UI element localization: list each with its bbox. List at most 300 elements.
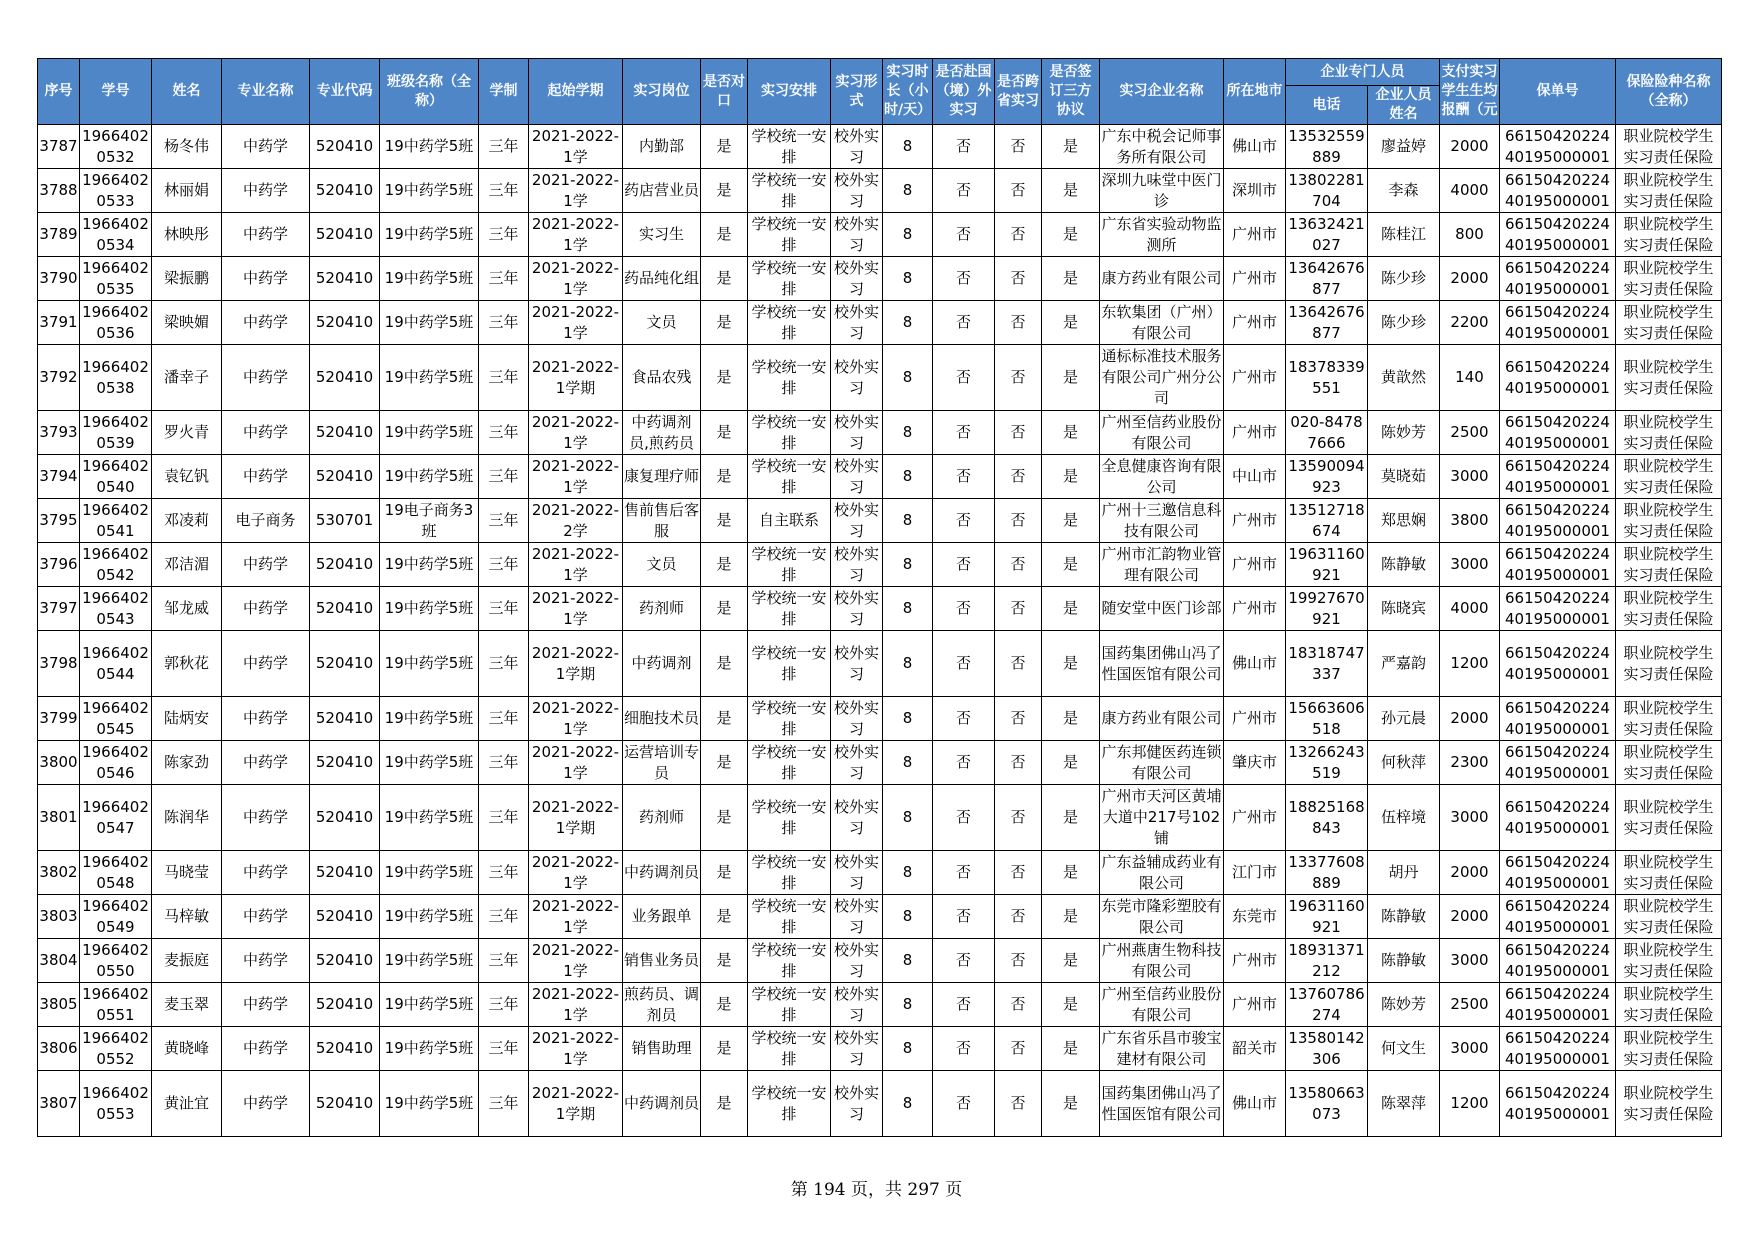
table-row bbox=[38, 455, 1722, 499]
col-header-company: 实习企业名称 bbox=[1100, 59, 1224, 125]
cell-arrangement: 学校统一安排 bbox=[748, 587, 831, 631]
cell-arrangement: 自主联系 bbox=[748, 499, 831, 543]
cell-abroad: 否 bbox=[933, 741, 995, 785]
cell-matched: 是 bbox=[701, 851, 748, 895]
cell-student-id: 19664020544 bbox=[80, 631, 152, 697]
cell-duration: 三年 bbox=[479, 895, 529, 939]
cell-matched: 是 bbox=[701, 169, 748, 213]
cell-form: 校外实习 bbox=[831, 1027, 883, 1071]
cell-city: 广州市 bbox=[1224, 983, 1286, 1027]
table-row bbox=[38, 741, 1722, 785]
col-header-abroad: 是否赴国（境）外实习 bbox=[933, 59, 995, 125]
cell-name: 邹龙威 bbox=[152, 587, 222, 631]
cell-contact-name: 陈晓宾 bbox=[1368, 587, 1440, 631]
cell-insurance: 职业院校学生实习责任保险 bbox=[1616, 455, 1722, 499]
cell-city: 广州市 bbox=[1224, 499, 1286, 543]
cell-major-code: 520410 bbox=[310, 411, 380, 455]
cell-city: 广州市 bbox=[1224, 301, 1286, 345]
cell-city: 佛山市 bbox=[1224, 631, 1286, 697]
col-header-hours: 实习时长（小时/天） bbox=[883, 59, 933, 125]
cell-arrangement: 学校统一安排 bbox=[748, 301, 831, 345]
cell-insurance: 职业院校学生实习责任保险 bbox=[1616, 939, 1722, 983]
table-row bbox=[38, 851, 1722, 895]
cell-pay: 140 bbox=[1440, 345, 1500, 411]
cell-pay: 2000 bbox=[1440, 697, 1500, 741]
table-row bbox=[38, 983, 1722, 1027]
cell-form: 校外实习 bbox=[831, 697, 883, 741]
cell-student-id: 19664020542 bbox=[80, 543, 152, 587]
cell-policy-no: 6615042022440195000001 bbox=[1500, 455, 1616, 499]
cell-phone: 18931371212 bbox=[1286, 939, 1368, 983]
col-header-arrangement: 实习安排 bbox=[748, 59, 831, 125]
cell-position: 中药调剂员 bbox=[623, 1071, 701, 1137]
cell-duration: 三年 bbox=[479, 1027, 529, 1071]
cell-class-name: 19中药学5班 bbox=[380, 895, 479, 939]
col-header-start-term: 起始学期 bbox=[529, 59, 623, 125]
cell-seq: 3788 bbox=[38, 169, 80, 213]
col-header-major-code: 专业代码 bbox=[310, 59, 380, 125]
cell-name: 袁钇钒 bbox=[152, 455, 222, 499]
cell-abroad: 否 bbox=[933, 1071, 995, 1137]
cell-form: 校外实习 bbox=[831, 939, 883, 983]
cell-hours: 8 bbox=[883, 499, 933, 543]
cell-phone: 13642676877 bbox=[1286, 257, 1368, 301]
cell-position: 中药调剂 bbox=[623, 631, 701, 697]
cell-cross-province: 否 bbox=[995, 213, 1042, 257]
cell-name: 黄晓峰 bbox=[152, 1027, 222, 1071]
cell-pay: 4000 bbox=[1440, 169, 1500, 213]
cell-start-term: 2021-2022-1学期 bbox=[529, 631, 623, 697]
cell-student-id: 19664020534 bbox=[80, 213, 152, 257]
col-header-duration: 学制 bbox=[479, 59, 529, 125]
cell-contact-name: 黄歆然 bbox=[1368, 345, 1440, 411]
cell-name: 郭秋花 bbox=[152, 631, 222, 697]
cell-company: 广州市天河区黄埔大道中217号102铺 bbox=[1100, 785, 1224, 851]
cell-arrangement: 学校统一安排 bbox=[748, 631, 831, 697]
cell-form: 校外实习 bbox=[831, 257, 883, 301]
cell-matched: 是 bbox=[701, 125, 748, 169]
cell-form: 校外实习 bbox=[831, 455, 883, 499]
cell-hours: 8 bbox=[883, 741, 933, 785]
cell-major-code: 520410 bbox=[310, 543, 380, 587]
cell-cross-province: 否 bbox=[995, 411, 1042, 455]
col-header-insurance: 保险险种名称（全称） bbox=[1616, 59, 1722, 125]
cell-agreement: 是 bbox=[1042, 1071, 1100, 1137]
cell-name: 梁振鹏 bbox=[152, 257, 222, 301]
cell-seq: 3795 bbox=[38, 499, 80, 543]
cell-phone: 13802281704 bbox=[1286, 169, 1368, 213]
cell-contact-name: 李森 bbox=[1368, 169, 1440, 213]
cell-agreement: 是 bbox=[1042, 1027, 1100, 1071]
cell-hours: 8 bbox=[883, 345, 933, 411]
cell-insurance: 职业院校学生实习责任保险 bbox=[1616, 169, 1722, 213]
cell-contact-name: 郑思娴 bbox=[1368, 499, 1440, 543]
cell-pay: 2000 bbox=[1440, 125, 1500, 169]
cell-hours: 8 bbox=[883, 411, 933, 455]
cell-pay: 2000 bbox=[1440, 257, 1500, 301]
cell-contact-name: 何文生 bbox=[1368, 1027, 1440, 1071]
col-header-class-name: 班级名称（全称） bbox=[380, 59, 479, 125]
col-header-phone: 电话 bbox=[1286, 86, 1368, 125]
cell-major: 中药学 bbox=[222, 301, 310, 345]
cell-position: 文员 bbox=[623, 543, 701, 587]
cell-pay: 2000 bbox=[1440, 895, 1500, 939]
cell-abroad: 否 bbox=[933, 631, 995, 697]
cell-phone: 19927670921 bbox=[1286, 587, 1368, 631]
cell-duration: 三年 bbox=[479, 345, 529, 411]
cell-policy-no: 6615042022440195000001 bbox=[1500, 983, 1616, 1027]
table-row bbox=[38, 697, 1722, 741]
cell-matched: 是 bbox=[701, 895, 748, 939]
cell-pay: 1200 bbox=[1440, 1071, 1500, 1137]
cell-policy-no: 6615042022440195000001 bbox=[1500, 169, 1616, 213]
cell-company: 广州市汇韵物业管理有限公司 bbox=[1100, 543, 1224, 587]
cell-policy-no: 6615042022440195000001 bbox=[1500, 213, 1616, 257]
cell-company: 随安堂中医门诊部 bbox=[1100, 587, 1224, 631]
cell-major: 中药学 bbox=[222, 257, 310, 301]
cell-student-id: 19664020535 bbox=[80, 257, 152, 301]
cell-position: 药店营业员 bbox=[623, 169, 701, 213]
cell-matched: 是 bbox=[701, 785, 748, 851]
cell-start-term: 2021-2022-1学 bbox=[529, 169, 623, 213]
cell-start-term: 2021-2022-1学期 bbox=[529, 1071, 623, 1137]
cell-arrangement: 学校统一安排 bbox=[748, 1071, 831, 1137]
cell-pay: 2300 bbox=[1440, 741, 1500, 785]
cell-student-id: 19664020541 bbox=[80, 499, 152, 543]
cell-seq: 3794 bbox=[38, 455, 80, 499]
cell-name: 麦玉翠 bbox=[152, 983, 222, 1027]
table-row bbox=[38, 631, 1722, 697]
cell-abroad: 否 bbox=[933, 257, 995, 301]
cell-city: 广州市 bbox=[1224, 257, 1286, 301]
cell-hours: 8 bbox=[883, 895, 933, 939]
cell-city: 韶关市 bbox=[1224, 1027, 1286, 1071]
cell-insurance: 职业院校学生实习责任保险 bbox=[1616, 851, 1722, 895]
cell-insurance: 职业院校学生实习责任保险 bbox=[1616, 499, 1722, 543]
cell-start-term: 2021-2022-1学 bbox=[529, 697, 623, 741]
cell-agreement: 是 bbox=[1042, 587, 1100, 631]
cell-major: 电子商务 bbox=[222, 499, 310, 543]
cell-seq: 3792 bbox=[38, 345, 80, 411]
cell-student-id: 19664020543 bbox=[80, 587, 152, 631]
cell-position: 内勤部 bbox=[623, 125, 701, 169]
cell-matched: 是 bbox=[701, 587, 748, 631]
cell-form: 校外实习 bbox=[831, 411, 883, 455]
cell-start-term: 2021-2022-1学 bbox=[529, 1027, 623, 1071]
cell-duration: 三年 bbox=[479, 697, 529, 741]
cell-abroad: 否 bbox=[933, 345, 995, 411]
cell-major: 中药学 bbox=[222, 587, 310, 631]
cell-hours: 8 bbox=[883, 455, 933, 499]
cell-major-code: 520410 bbox=[310, 741, 380, 785]
cell-cross-province: 否 bbox=[995, 455, 1042, 499]
cell-city: 广州市 bbox=[1224, 785, 1286, 851]
cell-abroad: 否 bbox=[933, 301, 995, 345]
cell-agreement: 是 bbox=[1042, 785, 1100, 851]
cell-position: 运营培训专员 bbox=[623, 741, 701, 785]
cell-class-name: 19中药学5班 bbox=[380, 411, 479, 455]
cell-abroad: 否 bbox=[933, 169, 995, 213]
cell-policy-no: 6615042022440195000001 bbox=[1500, 587, 1616, 631]
cell-major-code: 520410 bbox=[310, 631, 380, 697]
cell-contact-name: 陈桂江 bbox=[1368, 213, 1440, 257]
cell-major: 中药学 bbox=[222, 169, 310, 213]
cell-contact-name: 陈静敏 bbox=[1368, 939, 1440, 983]
cell-phone: 18378339551 bbox=[1286, 345, 1368, 411]
cell-duration: 三年 bbox=[479, 169, 529, 213]
cell-pay: 4000 bbox=[1440, 587, 1500, 631]
cell-insurance: 职业院校学生实习责任保险 bbox=[1616, 1071, 1722, 1137]
col-header-name: 姓名 bbox=[152, 59, 222, 125]
cell-city: 广州市 bbox=[1224, 697, 1286, 741]
table-row bbox=[38, 543, 1722, 587]
cell-class-name: 19中药学5班 bbox=[380, 257, 479, 301]
cell-position: 中药调剂员 bbox=[623, 851, 701, 895]
cell-company: 全息健康咨询有限公司 bbox=[1100, 455, 1224, 499]
cell-major-code: 520410 bbox=[310, 169, 380, 213]
cell-duration: 三年 bbox=[479, 631, 529, 697]
cell-abroad: 否 bbox=[933, 125, 995, 169]
cell-form: 校外实习 bbox=[831, 543, 883, 587]
cell-company: 通标标准技术服务有限公司广州分公司 bbox=[1100, 345, 1224, 411]
cell-city: 佛山市 bbox=[1224, 125, 1286, 169]
cell-policy-no: 6615042022440195000001 bbox=[1500, 411, 1616, 455]
table-row bbox=[38, 301, 1722, 345]
table-row bbox=[38, 345, 1722, 411]
cell-seq: 3806 bbox=[38, 1027, 80, 1071]
cell-form: 校外实习 bbox=[831, 125, 883, 169]
cell-hours: 8 bbox=[883, 631, 933, 697]
cell-matched: 是 bbox=[701, 1071, 748, 1137]
cell-insurance: 职业院校学生实习责任保险 bbox=[1616, 631, 1722, 697]
cell-abroad: 否 bbox=[933, 851, 995, 895]
cell-duration: 三年 bbox=[479, 741, 529, 785]
cell-insurance: 职业院校学生实习责任保险 bbox=[1616, 213, 1722, 257]
cell-pay: 800 bbox=[1440, 213, 1500, 257]
cell-policy-no: 6615042022440195000001 bbox=[1500, 125, 1616, 169]
cell-agreement: 是 bbox=[1042, 125, 1100, 169]
cell-matched: 是 bbox=[701, 345, 748, 411]
cell-hours: 8 bbox=[883, 213, 933, 257]
cell-start-term: 2021-2022-1学 bbox=[529, 741, 623, 785]
cell-name: 杨冬伟 bbox=[152, 125, 222, 169]
cell-major-code: 520410 bbox=[310, 345, 380, 411]
cell-insurance: 职业院校学生实习责任保险 bbox=[1616, 411, 1722, 455]
cell-contact-name: 陈静敏 bbox=[1368, 543, 1440, 587]
cell-class-name: 19中药学5班 bbox=[380, 345, 479, 411]
cell-agreement: 是 bbox=[1042, 257, 1100, 301]
cell-major-code: 520410 bbox=[310, 1071, 380, 1137]
cell-student-id: 19664020539 bbox=[80, 411, 152, 455]
cell-seq: 3804 bbox=[38, 939, 80, 983]
cell-form: 校外实习 bbox=[831, 169, 883, 213]
cell-arrangement: 学校统一安排 bbox=[748, 785, 831, 851]
cell-cross-province: 否 bbox=[995, 587, 1042, 631]
cell-abroad: 否 bbox=[933, 213, 995, 257]
cell-class-name: 19中药学5班 bbox=[380, 1071, 479, 1137]
cell-agreement: 是 bbox=[1042, 543, 1100, 587]
col-header-pay: 支付实习学生生均报酬（元 bbox=[1440, 59, 1500, 125]
cell-start-term: 2021-2022-1学 bbox=[529, 301, 623, 345]
cell-seq: 3797 bbox=[38, 587, 80, 631]
cell-cross-province: 否 bbox=[995, 895, 1042, 939]
cell-city: 广州市 bbox=[1224, 345, 1286, 411]
cell-abroad: 否 bbox=[933, 895, 995, 939]
cell-agreement: 是 bbox=[1042, 939, 1100, 983]
cell-hours: 8 bbox=[883, 1027, 933, 1071]
cell-policy-no: 6615042022440195000001 bbox=[1500, 345, 1616, 411]
cell-major: 中药学 bbox=[222, 741, 310, 785]
cell-name: 黄沚宜 bbox=[152, 1071, 222, 1137]
table-row bbox=[38, 895, 1722, 939]
cell-position: 销售助理 bbox=[623, 1027, 701, 1071]
cell-company: 东软集团（广州）有限公司 bbox=[1100, 301, 1224, 345]
cell-cross-province: 否 bbox=[995, 697, 1042, 741]
cell-matched: 是 bbox=[701, 411, 748, 455]
cell-start-term: 2021-2022-1学 bbox=[529, 257, 623, 301]
cell-position: 业务跟单 bbox=[623, 895, 701, 939]
col-header-city: 所在地市 bbox=[1224, 59, 1286, 125]
cell-major: 中药学 bbox=[222, 411, 310, 455]
cell-duration: 三年 bbox=[479, 499, 529, 543]
cell-matched: 是 bbox=[701, 257, 748, 301]
cell-abroad: 否 bbox=[933, 785, 995, 851]
cell-student-id: 19664020532 bbox=[80, 125, 152, 169]
cell-form: 校外实习 bbox=[831, 983, 883, 1027]
cell-seq: 3789 bbox=[38, 213, 80, 257]
cell-position: 文员 bbox=[623, 301, 701, 345]
cell-cross-province: 否 bbox=[995, 499, 1042, 543]
cell-major-code: 520410 bbox=[310, 455, 380, 499]
cell-arrangement: 学校统一安排 bbox=[748, 543, 831, 587]
cell-cross-province: 否 bbox=[995, 741, 1042, 785]
cell-pay: 1200 bbox=[1440, 631, 1500, 697]
cell-hours: 8 bbox=[883, 125, 933, 169]
cell-duration: 三年 bbox=[479, 213, 529, 257]
col-header-contact-group: 企业专门人员 bbox=[1286, 59, 1440, 86]
cell-cross-province: 否 bbox=[995, 851, 1042, 895]
cell-company: 康方药业有限公司 bbox=[1100, 697, 1224, 741]
cell-policy-no: 6615042022440195000001 bbox=[1500, 1027, 1616, 1071]
cell-major: 中药学 bbox=[222, 345, 310, 411]
cell-pay: 3000 bbox=[1440, 939, 1500, 983]
cell-form: 校外实习 bbox=[831, 587, 883, 631]
cell-agreement: 是 bbox=[1042, 411, 1100, 455]
cell-insurance: 职业院校学生实习责任保险 bbox=[1616, 895, 1722, 939]
cell-policy-no: 6615042022440195000001 bbox=[1500, 851, 1616, 895]
cell-class-name: 19中药学5班 bbox=[380, 455, 479, 499]
cell-duration: 三年 bbox=[479, 301, 529, 345]
cell-student-id: 19664020540 bbox=[80, 455, 152, 499]
cell-contact-name: 胡丹 bbox=[1368, 851, 1440, 895]
cell-city: 深圳市 bbox=[1224, 169, 1286, 213]
cell-position: 康复理疗师 bbox=[623, 455, 701, 499]
cell-student-id: 19664020552 bbox=[80, 1027, 152, 1071]
cell-major-code: 520410 bbox=[310, 939, 380, 983]
cell-seq: 3803 bbox=[38, 895, 80, 939]
cell-phone: 13590094923 bbox=[1286, 455, 1368, 499]
cell-pay: 3000 bbox=[1440, 785, 1500, 851]
cell-contact-name: 陈翠萍 bbox=[1368, 1071, 1440, 1137]
internship-table bbox=[37, 58, 1722, 1137]
cell-major: 中药学 bbox=[222, 697, 310, 741]
cell-class-name: 19中药学5班 bbox=[380, 939, 479, 983]
cell-policy-no: 6615042022440195000001 bbox=[1500, 1071, 1616, 1137]
cell-major-code: 520410 bbox=[310, 587, 380, 631]
cell-form: 校外实习 bbox=[831, 741, 883, 785]
col-header-form: 实习形式 bbox=[831, 59, 883, 125]
cell-major-code: 530701 bbox=[310, 499, 380, 543]
cell-duration: 三年 bbox=[479, 939, 529, 983]
cell-student-id: 19664020533 bbox=[80, 169, 152, 213]
cell-agreement: 是 bbox=[1042, 455, 1100, 499]
table-row bbox=[38, 411, 1722, 455]
cell-major-code: 520410 bbox=[310, 785, 380, 851]
cell-student-id: 19664020538 bbox=[80, 345, 152, 411]
cell-phone: 18825168843 bbox=[1286, 785, 1368, 851]
cell-class-name: 19中药学5班 bbox=[380, 851, 479, 895]
cell-student-id: 19664020546 bbox=[80, 741, 152, 785]
cell-insurance: 职业院校学生实习责任保险 bbox=[1616, 983, 1722, 1027]
cell-hours: 8 bbox=[883, 169, 933, 213]
cell-city: 广州市 bbox=[1224, 543, 1286, 587]
cell-abroad: 否 bbox=[933, 499, 995, 543]
cell-seq: 3791 bbox=[38, 301, 80, 345]
cell-phone: 13532559889 bbox=[1286, 125, 1368, 169]
cell-name: 陆炳安 bbox=[152, 697, 222, 741]
cell-policy-no: 6615042022440195000001 bbox=[1500, 697, 1616, 741]
cell-class-name: 19中药学5班 bbox=[380, 587, 479, 631]
cell-major: 中药学 bbox=[222, 125, 310, 169]
cell-company: 广州至信药业股份有限公司 bbox=[1100, 411, 1224, 455]
cell-major: 中药学 bbox=[222, 983, 310, 1027]
cell-arrangement: 学校统一安排 bbox=[748, 411, 831, 455]
cell-policy-no: 6615042022440195000001 bbox=[1500, 543, 1616, 587]
cell-student-id: 19664020550 bbox=[80, 939, 152, 983]
cell-duration: 三年 bbox=[479, 785, 529, 851]
cell-company: 广州至信药业股份有限公司 bbox=[1100, 983, 1224, 1027]
page-number: 第 194 页，共 297 页 bbox=[790, 1180, 963, 1200]
cell-insurance: 职业院校学生实习责任保险 bbox=[1616, 301, 1722, 345]
cell-start-term: 2021-2022-1学 bbox=[529, 213, 623, 257]
cell-phone: 15663606518 bbox=[1286, 697, 1368, 741]
cell-cross-province: 否 bbox=[995, 785, 1042, 851]
cell-arrangement: 学校统一安排 bbox=[748, 851, 831, 895]
cell-name: 梁映媚 bbox=[152, 301, 222, 345]
cell-contact-name: 陈静敏 bbox=[1368, 895, 1440, 939]
cell-student-id: 19664020551 bbox=[80, 983, 152, 1027]
cell-position: 食品农残 bbox=[623, 345, 701, 411]
cell-name: 邓凌莉 bbox=[152, 499, 222, 543]
cell-start-term: 2021-2022-1学 bbox=[529, 895, 623, 939]
cell-company: 广州十三邀信息科技有限公司 bbox=[1100, 499, 1224, 543]
cell-phone: 13632421027 bbox=[1286, 213, 1368, 257]
cell-class-name: 19电子商务3班 bbox=[380, 499, 479, 543]
cell-contact-name: 何秋萍 bbox=[1368, 741, 1440, 785]
cell-hours: 8 bbox=[883, 697, 933, 741]
cell-hours: 8 bbox=[883, 543, 933, 587]
cell-arrangement: 学校统一安排 bbox=[748, 169, 831, 213]
cell-phone: 13512718674 bbox=[1286, 499, 1368, 543]
col-header-contact-name: 企业人员姓名 bbox=[1368, 86, 1440, 125]
cell-position: 售前售后客服 bbox=[623, 499, 701, 543]
cell-matched: 是 bbox=[701, 455, 748, 499]
col-header-cross-province: 是否跨省实习 bbox=[995, 59, 1042, 125]
cell-contact-name: 伍梓境 bbox=[1368, 785, 1440, 851]
table-row bbox=[38, 169, 1722, 213]
cell-student-id: 19664020536 bbox=[80, 301, 152, 345]
cell-cross-province: 否 bbox=[995, 631, 1042, 697]
